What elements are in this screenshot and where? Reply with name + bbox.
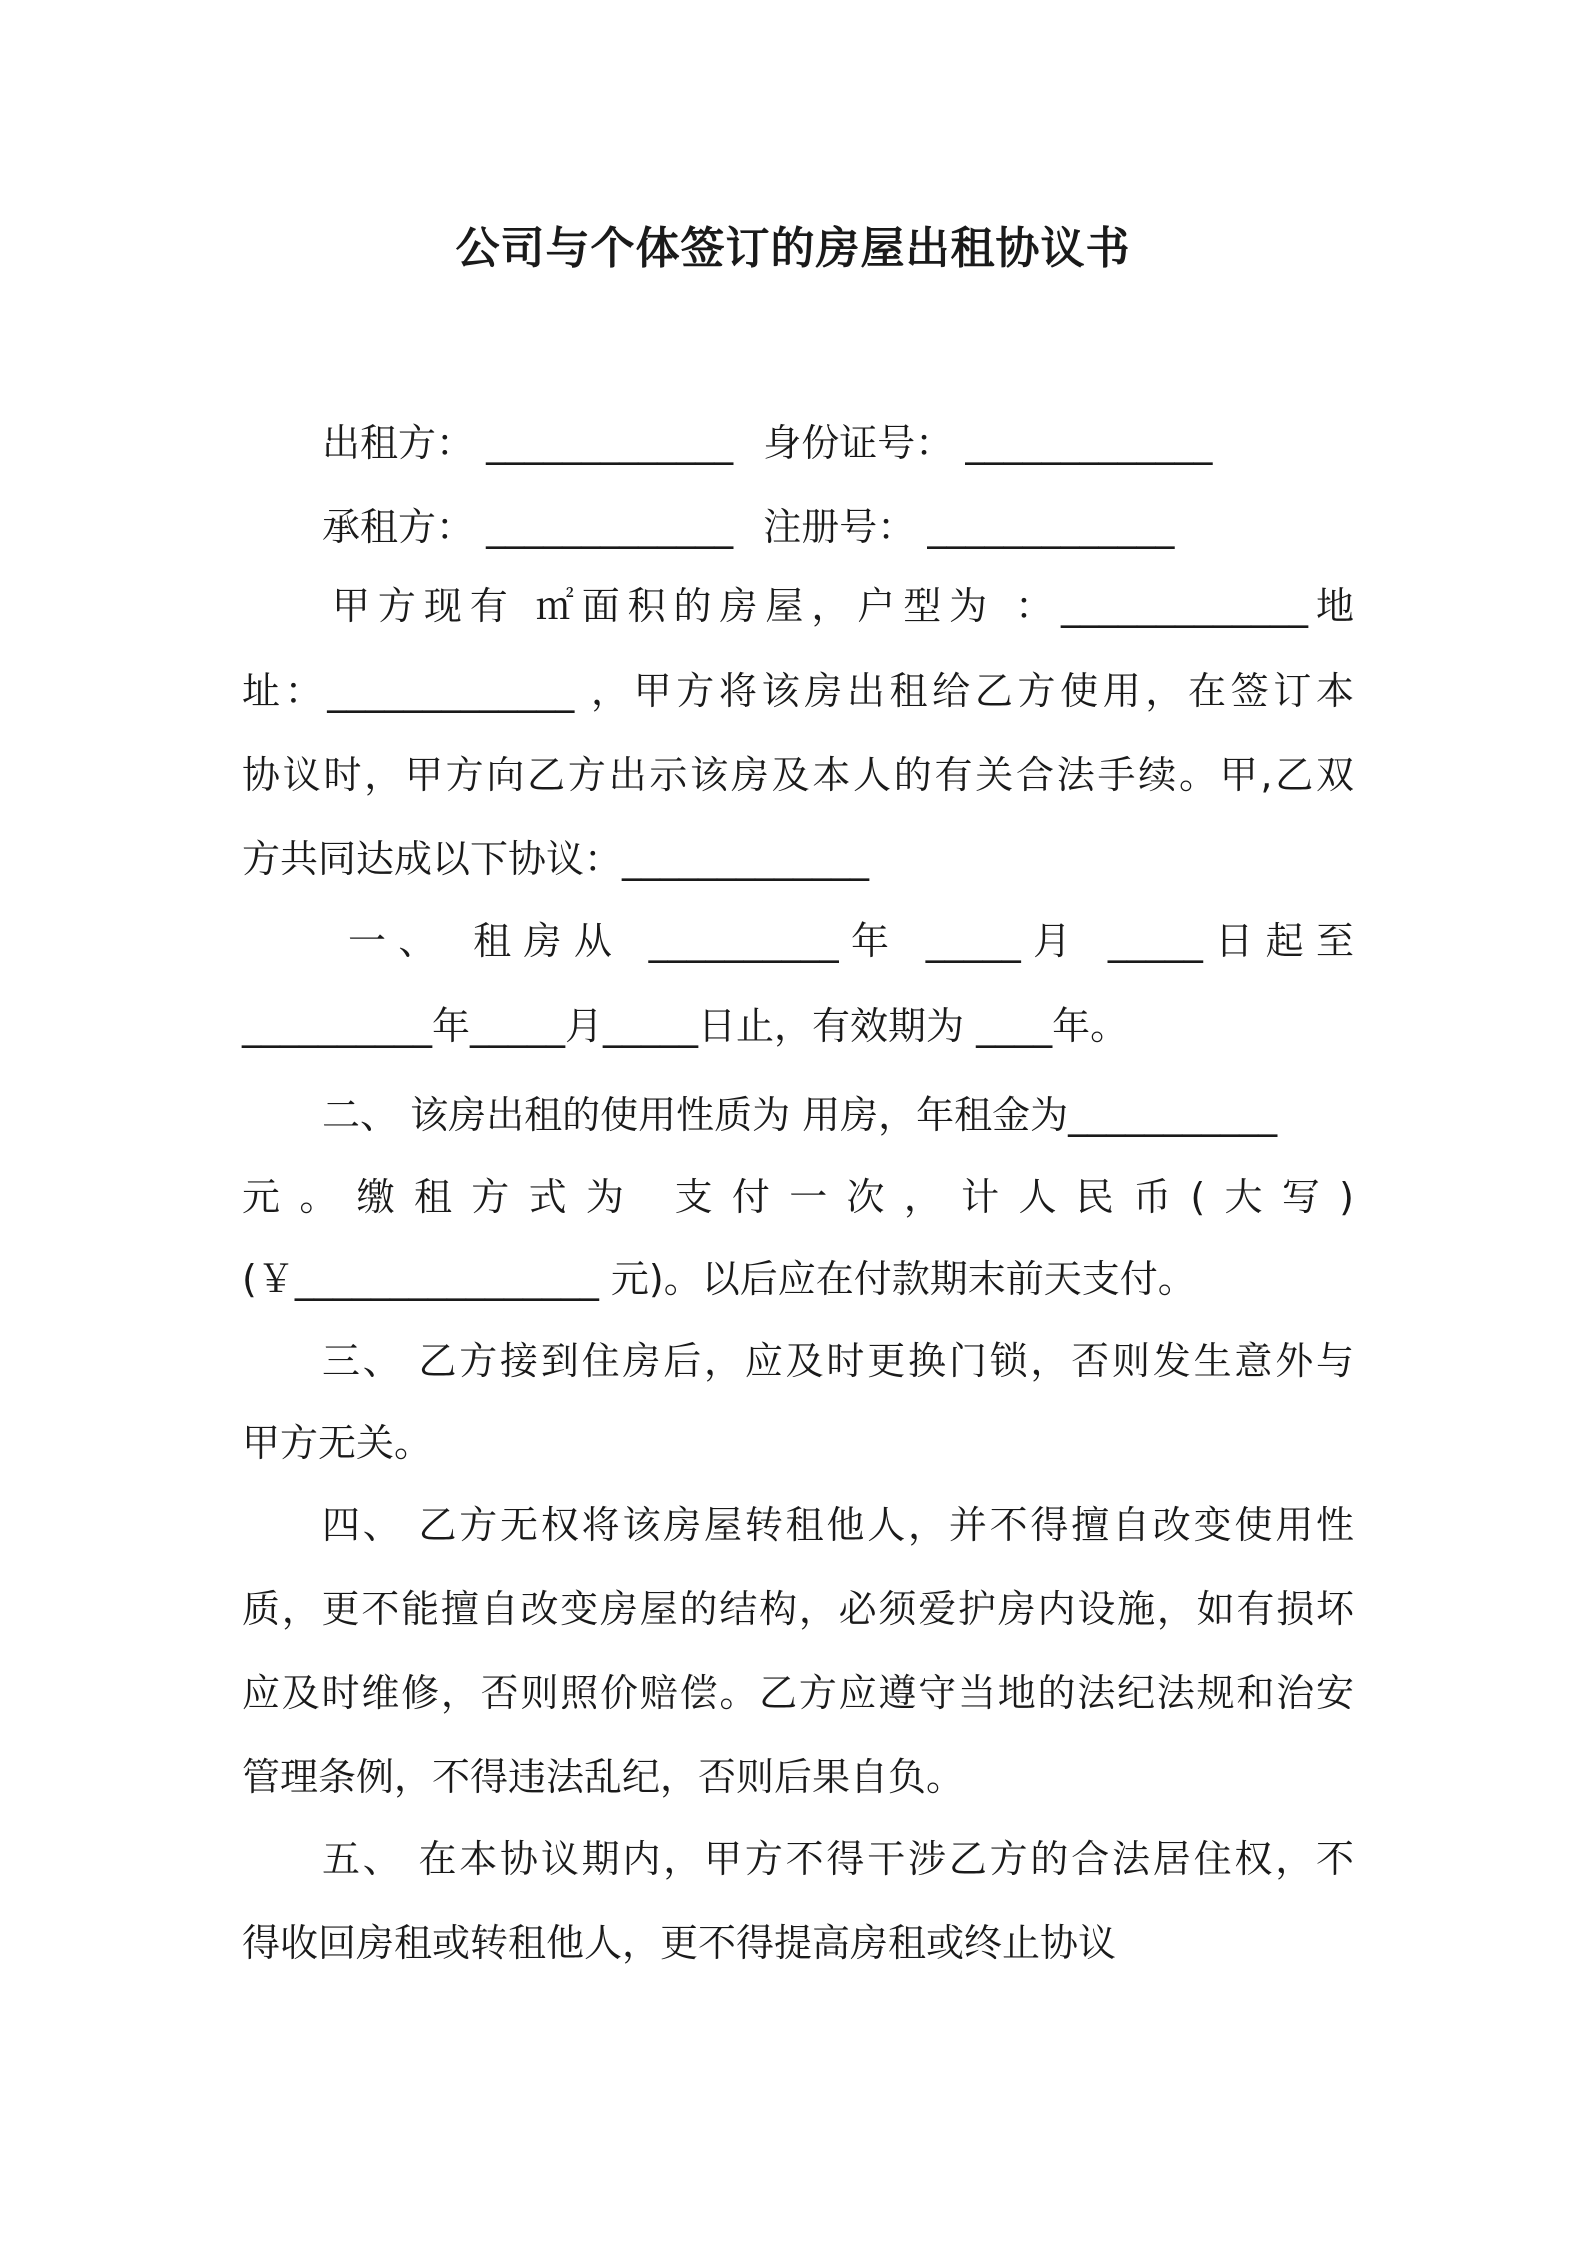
lessee-label: 承租方： <box>322 505 475 549</box>
lessee-line <box>322 502 1434 552</box>
clause-5-line-1: 五、 在本协议期内，甲方不得干涉乙方的合法居住权，不 <box>322 1837 1354 1881</box>
id-number-blank: _____________ <box>965 421 1213 465</box>
lessor-blank: _____________ <box>486 421 734 465</box>
clause-1-line-2: __________年_____月_____日止，有效期为 ____年。 <box>242 1004 1129 1048</box>
lessor-line <box>322 418 1434 468</box>
id-number-label: 身份证号： <box>763 421 954 465</box>
intro-line-3: 协议时，甲方向乙方出示该房及本人的有关合法手续。甲,乙双 <box>242 753 1354 797</box>
clause-2-line-2: 元。缴租方式为 支付一次，计人民币(大写) <box>242 1175 1354 1219</box>
clause-2-line-3: (￥________________ 元)。以后应在付款期末前天支付。 <box>242 1257 1196 1301</box>
document-title: 公司与个体签订的房屋出租协议书 <box>455 223 1131 274</box>
lessor-label: 出租方： <box>322 421 475 465</box>
clause-3-line-1: 三、 乙方接到住房后，应及时更换门锁，否则发生意外与 <box>322 1339 1354 1383</box>
clause-3-line-2: 甲方无关。 <box>242 1421 433 1465</box>
intro-line-1: 甲方现有 ㎡面积的房屋，户型为 ：_____________地 <box>332 584 1354 628</box>
intro-line-4: 方共同达成以下协议：_____________ <box>242 837 870 881</box>
intro-line-2: 址：_____________ ，甲方将该房出租给乙方使用，在签订本 <box>242 669 1354 713</box>
clause-1-line-1: 一、 租房从 __________年 _____月 _____日起至 <box>348 919 1354 963</box>
lessee-blank: _____________ <box>486 505 734 549</box>
clause-2-line-1: 二、 该房出租的使用性质为 用房，年租金为___________ <box>322 1093 1278 1137</box>
clause-4-line-4: 管理条例，不得违法乱纪，否则后果自负。 <box>242 1755 965 1799</box>
clause-4-line-2: 质，更不能擅自改变房屋的结构，必须爱护房内设施，如有损坏 <box>242 1587 1354 1631</box>
clause-4-line-3: 应及时维修，否则照价赔偿。乙方应遵守当地的法纪法规和治安 <box>242 1671 1354 1715</box>
clause-4-line-1: 四、 乙方无权将该房屋转租他人，并不得擅自改变使用性 <box>322 1503 1354 1547</box>
clause-5-line-2: 得收回房租或转租他人，更不得提高房租或终止协议 <box>242 1921 1117 1965</box>
registration-number-label: 注册号： <box>763 505 916 549</box>
registration-number-blank: _____________ <box>927 505 1175 549</box>
